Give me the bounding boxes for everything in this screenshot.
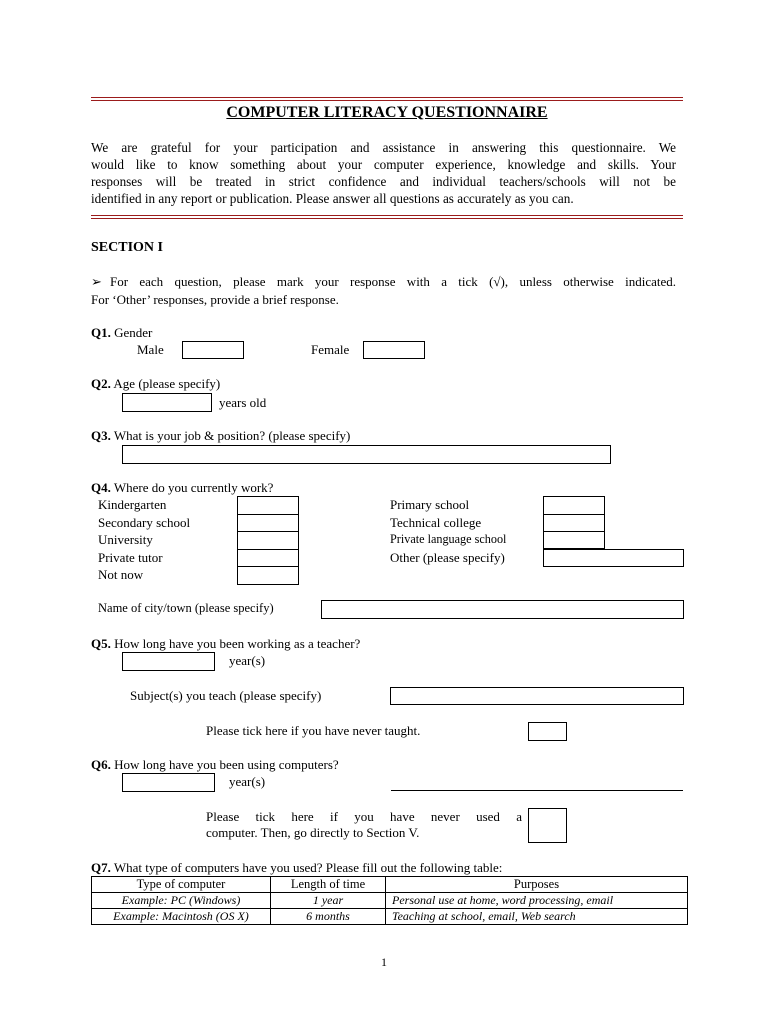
q4-university-checkbox[interactable] xyxy=(237,531,299,550)
q4-kindergarten-label: Kindergarten xyxy=(98,497,167,512)
q3-job-input[interactable] xyxy=(122,445,611,464)
table-cell[interactable]: 6 months xyxy=(271,909,386,925)
q7-number: Q7. xyxy=(91,860,111,875)
q4-other-label: Other (please specify) xyxy=(390,550,505,565)
q6-never-used-line-1: Please tick here if you have never used a xyxy=(206,809,522,824)
q5-text: How long have you been working as a teacher? xyxy=(114,636,361,651)
q1-female-checkbox[interactable] xyxy=(363,341,425,359)
table-row xyxy=(92,909,688,925)
q7-computer-table xyxy=(91,876,688,925)
q4-language-checkbox[interactable] xyxy=(543,531,605,549)
q2-text: Age (please specify) xyxy=(113,376,221,391)
q1-text: Gender xyxy=(114,325,153,340)
q7-label xyxy=(91,860,502,876)
table-header-cell: Length of time xyxy=(271,877,386,893)
page-number: 1 xyxy=(381,955,387,969)
q4-private-tutor-label: Private tutor xyxy=(98,550,163,565)
intro-line: would like to know something about your computer experience, knowledge and skills. Your xyxy=(91,157,676,172)
q4-city-input[interactable] xyxy=(321,600,684,619)
q3-number: Q3. xyxy=(91,428,111,443)
q6-never-used-checkbox[interactable] xyxy=(528,808,567,843)
table-cell[interactable]: Example: Macintosh (OS X) xyxy=(92,909,271,925)
q2-age-input[interactable] xyxy=(122,393,212,412)
title-top-rule xyxy=(91,97,683,98)
q1-number: Q1. xyxy=(91,325,111,340)
q6-never-used-line-2: computer. Then, go directly to Section V. xyxy=(206,825,420,840)
table-cell[interactable]: 1 year xyxy=(271,893,386,909)
q4-label xyxy=(91,480,273,496)
intro-bottom-rule xyxy=(91,215,683,216)
q5-never-taught-label: Please tick here if you have never taught. xyxy=(206,723,421,738)
q4-text: Where do you currently work? xyxy=(113,480,274,495)
q6-years-input[interactable] xyxy=(122,773,215,792)
table-row xyxy=(92,893,688,909)
q4-kindergarten-checkbox[interactable] xyxy=(237,496,299,515)
q4-university-label: University xyxy=(98,532,153,547)
q4-language-label: Private language school xyxy=(390,532,507,546)
intro-line: identified in any report or publication. Please answer all questions as accurately as you can. xyxy=(91,191,574,206)
table-cell[interactable]: Example: PC (Windows) xyxy=(92,893,271,909)
q4-primary-checkbox[interactable] xyxy=(543,496,605,515)
q1-label xyxy=(91,325,152,341)
q4-secondary-label: Secondary school xyxy=(98,515,191,530)
intro-paragraph xyxy=(91,139,676,207)
intro-bottom-rule-2 xyxy=(91,218,683,219)
q6-label xyxy=(91,757,339,773)
q4-technical-checkbox[interactable] xyxy=(543,514,605,532)
q5-subjects-label: Subject(s) you teach (please specify) xyxy=(130,688,322,703)
q5-number: Q5. xyxy=(91,636,111,651)
q5-years-input[interactable] xyxy=(122,652,215,671)
intro-line: responses will be treated in strict confidence and individual teachers/schools will not be xyxy=(91,174,676,189)
instruction-line-2: For ‘Other’ responses, provide a brief response. xyxy=(91,292,339,307)
q6-divider-line xyxy=(391,790,683,791)
q7-text: What type of computers have you used? Please fill out the following table: xyxy=(113,860,503,875)
q6-text: How long have you been using computers? xyxy=(114,757,339,772)
table-cell[interactable]: Teaching at school, email, Web search xyxy=(386,909,688,925)
q4-city-label: Name of city/town (please specify) xyxy=(98,601,274,615)
q1-female-label: Female xyxy=(311,342,350,357)
page-title: COMPUTER LITERACY QUESTIONNAIRE xyxy=(226,104,548,121)
instruction-line-1: For each question, please mark your response with a tick (√), unless otherwise indicated. xyxy=(110,274,676,289)
q4-not-now-checkbox[interactable] xyxy=(237,566,299,585)
q6-unit-label: year(s) xyxy=(229,774,266,789)
q3-label xyxy=(91,428,350,444)
q4-other-input[interactable] xyxy=(543,549,684,567)
table-header-cell: Purposes xyxy=(386,877,688,893)
q5-subjects-input[interactable] xyxy=(390,687,684,705)
q1-male-checkbox[interactable] xyxy=(182,341,244,359)
q4-number: Q4. xyxy=(91,480,111,495)
table-header-row xyxy=(92,877,688,893)
q2-unit-label: years old xyxy=(219,395,267,410)
q6-never-used-text xyxy=(206,809,522,841)
table-cell[interactable]: Personal use at home, word processing, email xyxy=(386,893,688,909)
q4-not-now-label: Not now xyxy=(98,567,144,582)
q4-technical-label: Technical college xyxy=(390,515,482,530)
q2-label xyxy=(91,376,220,392)
q3-text: What is your job & position? (please specify) xyxy=(113,428,351,443)
q2-number: Q2. xyxy=(91,376,111,391)
q5-unit-label: year(s) xyxy=(229,653,266,668)
section-heading: SECTION I xyxy=(91,240,163,255)
q1-male-label: Male xyxy=(137,342,164,357)
title-top-rule-2 xyxy=(91,100,683,101)
q4-private-tutor-checkbox[interactable] xyxy=(237,549,299,567)
q4-primary-label: Primary school xyxy=(390,497,470,512)
q5-label xyxy=(91,636,360,652)
q6-number: Q6. xyxy=(91,757,111,772)
q5-never-taught-checkbox[interactable] xyxy=(528,722,567,741)
table-header-cell: Type of computer xyxy=(92,877,271,893)
q4-secondary-checkbox[interactable] xyxy=(237,514,299,532)
bullet-icon: ➢ xyxy=(91,274,102,289)
intro-line: We are grateful for your participation and assistance in answering this questionnaire. We xyxy=(91,140,676,155)
